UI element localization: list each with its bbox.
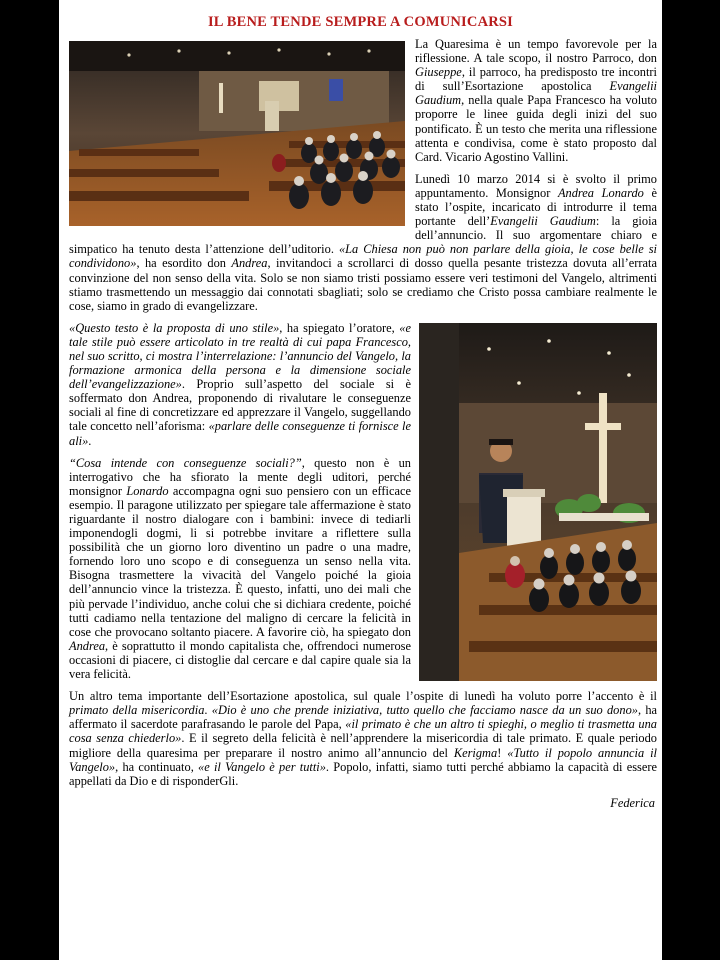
paragraph-3: «Questo testo è la proposta di uno stile», ha spiegato l’oratore, «e tale stile può essere articolato in tre realtà di cui papa Francesco, nel suo scritto, ci mostra l’interrelazione: l’annuncio del Vangelo, la formazione armonica della persona e la dimensione sociale dell’evangelizzazione». Proprio sull’aspetto del sociale si è soffermato don Andrea, proponendo di rivalutare le conseguenze sociali al fine di concretizzare ed apprezzare il Vangelo, suggellando tale concetto nell’aforisma: «parlare delle conseguenze ti fornisce le ali».	[69, 320, 411, 448]
speaker-at-lectern-image	[419, 323, 657, 681]
church-assembly-image	[69, 41, 405, 226]
paragraph-1: La Quaresima è un tempo favorevole per la riflessione. A tale scopo, il nostro Parroco, don Giuseppe, il parroco, ha predisposto tre incontri di sull’Esortazione apostolica Evangelii Gaudium, nella quale Papa Francesco ha voluto proporre le linee guida degli inizi del suo pontificato. È un testo che merita una riflessione attenta e condivisa, come è stato proposto dal Card. Vicario Agostino Vallini.	[415, 37, 657, 164]
speaker-at-lectern-photo	[419, 323, 657, 681]
article-title: IL BENE TENDE SEMPRE A COMUNICARSI	[207, 14, 514, 30]
article-body	[69, 37, 657, 810]
paragraph-2: Lunedì 10 marzo 2014 si è svolto il primo appuntamento. Monsignor Andrea Lonardo è stato l’ospite, incaricato di introdurre il tema portante dell’Evangelii Gaudium: la gioia dell’annuncio. Il suo argomentare chiaro e simpatico ha tenuto desta l’attenzione dell’uditorio. «La Chiesa non può non parlare della gioia, le cose belle si condividono», ha esordito don Andrea, invitandoci a scrollarci di dosso quella pesante tristezza dovuta all’errata convinzione del non senso della vita. Solo se non siamo tristi possiamo essere veri testimoni del Vangelo, altrimenti stiamo trasmettendo un messaggio dai connotati sbagliati; solo se crediamo che Cristo possa cambiare realmente le cose, siamo in grado di evangelizzare.	[69, 171, 658, 313]
document-page	[59, 0, 662, 960]
paragraph-4: “Cosa intende con conseguenze sociali?”, questo non è un interrogativo che ha sfiorato la mente degli uditori, perché monsignor Lonardo accompagna ogni suo pensiero con un efficace esempio. Il paragone utilizzato per spiegare tale affermazione è stato riguardante il nostro dialogare con i bambini: invece di tediarli imponendogli dogmi, li si potrebbe invitare a riflettere sulla possibilità che un giorno loro diventino un padre o una madre, fornendo loro uno scopo e di conseguenza un senso nella vita. Bisogna trasmettere la vivacità del Vangelo poiché la gioia dell’annuncio vince la tristezza. È questo, infatti, uno dei mali che più pervade l’individuo, anche colui che si dichiara credente, poiché tutti cadiamo nella tentazione del maligno di cercare la felicità in cose che provocano soltanto piacere. A favorire ciò, ha spiegato don Andrea, è soprattutto il mondo capitalista che, offrendoci numerose occasioni di piacere, ci distoglie dal cercare e dal capire quale sia la vera felicità.	[69, 455, 411, 682]
church-assembly-photo	[69, 41, 405, 226]
author-signature: Federica	[610, 795, 655, 810]
paragraph-5: Un altro tema importante dell’Esortazione apostolica, sul quale l’ospite di lunedì ha voluto porre l’accento è il primato della misericordia. «Dio è uno che prende iniziativa, tutto quello che facciamo nasce da un suo dono», ha affermato il sacerdote parafrasando le parole del Papa, «il primato è che un altro ti spieghi, o meglio ti trasmetta una cosa senza chiederlo». E il segreto della felicità è nell’apprendere la misericordia di tale primato. E quale periodo migliore della quaresima per preparare il nostro animo all’annuncio del Kerigma! «Tutto il popolo annuncia il Vangelo», ha continuato, «e il Vangelo è per tutti». Popolo, infatti, siamo tutti perché abbiamo la capacità di essere appellati da Dio e di risponderGli.	[69, 689, 658, 788]
